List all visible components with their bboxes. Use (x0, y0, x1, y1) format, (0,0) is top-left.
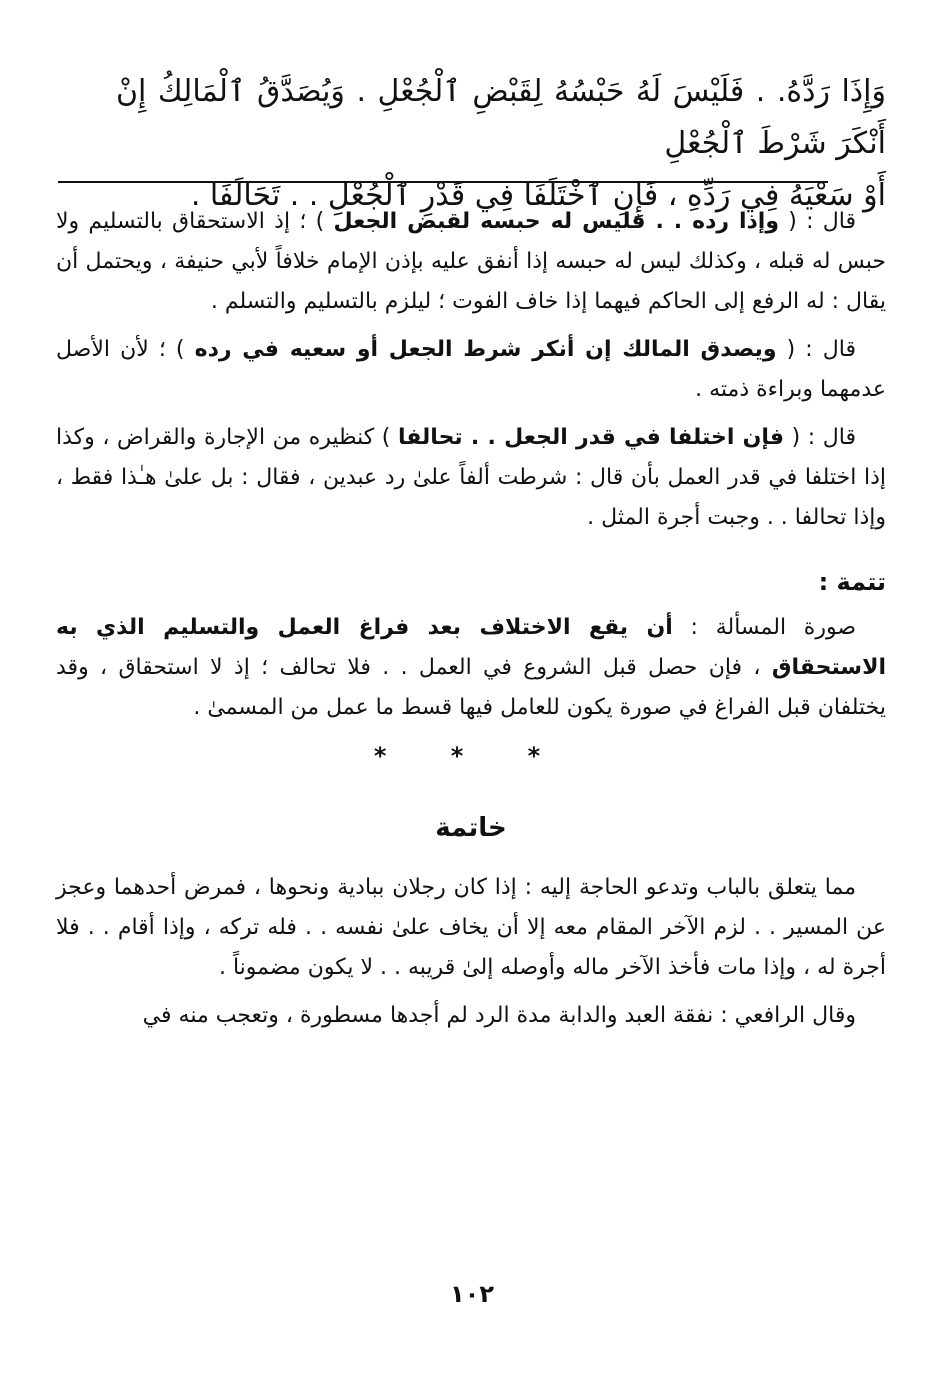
section-separator: * * * (373, 742, 569, 770)
tatimma-paragraph (56, 608, 886, 728)
paragraph-lead: قال : ( (779, 209, 857, 234)
commentary (56, 202, 886, 1044)
paragraph-body: ) ؛ لأن الأصل عدمهما وبراءة ذمته . (56, 337, 886, 402)
matn-line-1: وَإِذَا رَدَّهُ. . فَلَيْسَ لَهُ حَبْسُهُ لِقَبْضِ ٱلْجُعْلِ . وَيُصَدَّقُ ٱلْمَالِكُ إِنْ أَنْكَرَ شَرْطَ ٱلْجُعْلِ (116, 74, 886, 161)
paragraph-body: ) ؛ إذ الاستحقاق بالتسليم ولا حبس له قبله ، وكذلك ليس له حبسه إذا أنفق عليه بإذن الإمام خلافاً لأبي حنيفة ، ويحتمل أن يقال : له الرفع إلى الحاكم فيهما إذا خاف الفوت ؛ ليلزم بالتسليم والتسلم . (56, 209, 886, 314)
matn-text (116, 66, 886, 222)
khatima-paragraph-1: مما يتعلق بالباب وتدعو الحاجة إليه : إذا كان رجلان ببادية ونحوها ، فمرض أحدهما وعجز عن المسير . . لزم الآخر المقام معه إلا أن يخاف علىٰ نفسه . . فله تركه ، وإذا أقام . . فلا أجرة له ، وإذا مات فأخذ الآخر ماله وأوصله إلىٰ قريبه . . لا يكون مضموناً . (56, 875, 886, 980)
paragraph-lead: قال : ( (776, 337, 856, 362)
quoted-text: ويصدق المالك إن أنكر شرط الجعل أو سعيه في رده (194, 337, 777, 362)
paragraph-body: ) كنظيره من الإجارة والقراض ، وكذا إذا اختلفا في قدر العمل بأن قال : شرطت ألفاً علىٰ رد عبدين ، فقال : بل علىٰ هـٰذا فقط ، وإذا تحالفا . . وجبت أجرة المثل . (56, 425, 886, 530)
paragraph-lead: قال : ( (784, 425, 856, 450)
tatimma-title: تتمة : (818, 568, 886, 596)
commentary-paragraph-2 (56, 330, 886, 410)
quoted-text: فإن اختلفا في قدر الجعل . . تحالفا (397, 425, 785, 450)
bold-text: أن يقع الاختلاف بعد فراغ العمل والتسليم الذي به الاستحقاق (56, 615, 886, 680)
footnote-divider (58, 181, 828, 183)
khatima-heading: خاتمة (435, 813, 507, 843)
paragraph-body: ، فإن حصل قبل الشروع في العمل . . فلا تحالف ؛ إذ لا استحقاق ، وقد يختلفان قبل الفراغ في صورة يكون للعامل فيها قسط ما عمل من المسمىٰ . (56, 655, 886, 720)
quoted-text: وإذا رده . . فليس له حبسه لقبض الجعل (333, 209, 780, 234)
commentary-paragraph-3 (56, 418, 886, 538)
matn-line-2: أَوْ سَعْيَهُ فِي رَدِّهِ ، فَإِنِ ٱخْتَلَفَا فِي قَدْرِ ٱلْجُعْلِ . . تَحَالَفَا . (190, 178, 886, 213)
page-number: ١٠٢ (450, 1280, 494, 1308)
paragraph-lead: صورة المسألة : (672, 615, 857, 640)
commentary-paragraph-1 (56, 202, 886, 322)
khatima-paragraph-2: وقال الرافعي : نفقة العبد والدابة مدة الرد لم أجدها مسطورة ، وتعجب منه في (142, 1003, 856, 1028)
